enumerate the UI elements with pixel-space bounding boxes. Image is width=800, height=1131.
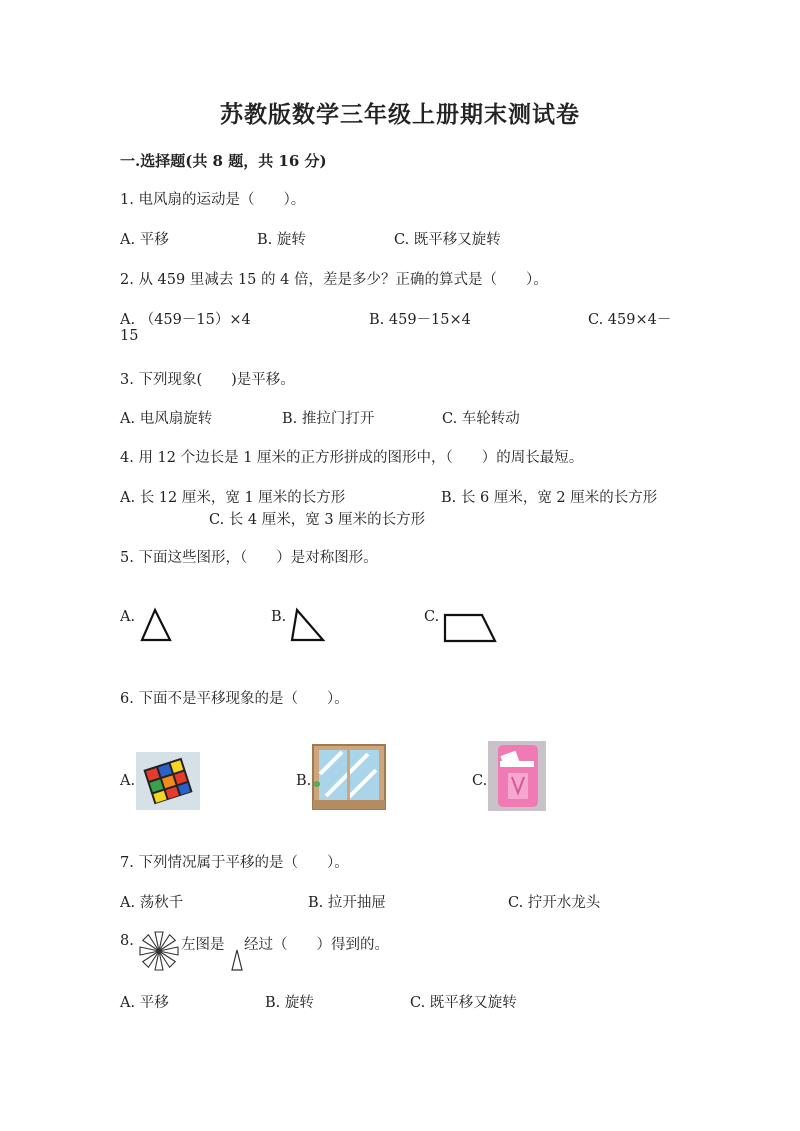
printer-image (488, 741, 546, 811)
question-7-option-c: C. 拧开水龙头 (508, 895, 601, 911)
question-2-stem: 2. 从 459 里减去 15 的 4 倍，差是多少？正确的算式是（ ）。 (120, 272, 548, 288)
question-5-stem: 5. 下面这些图形，（ ）是对称图形。 (120, 550, 378, 566)
question-5-option-a: A. (120, 609, 136, 625)
question-4-option-b: B. 长 6 厘米，宽 2 厘米的长方形 (441, 490, 658, 506)
scalene-triangle-figure (289, 607, 329, 643)
question-8-stem-part-1: 左图是 (181, 937, 225, 953)
question-5-option-b: B. (271, 609, 287, 625)
small-triangle-figure (230, 948, 244, 972)
question-1-option-c: C. 既平移又旋转 (394, 232, 501, 248)
page-title: 苏教版数学三年级上册期末测试卷 (220, 101, 580, 128)
question-7-stem: 7. 下列情况属于平移的是（ ）。 (120, 855, 349, 871)
question-4-stem: 4. 用 12 个边长是 1 厘米的正方形拼成的图形中，（ ）的周长最短。 (120, 450, 584, 466)
question-6-option-c: C. (472, 773, 488, 789)
question-3-option-c: C. 车轮转动 (442, 411, 520, 427)
pinwheel-figure (137, 929, 181, 973)
question-2-option-c: C. 459×4－ (588, 312, 672, 328)
question-1-option-b: B. 旋转 (257, 232, 306, 248)
question-6-option-b: B. (296, 773, 312, 789)
question-3-option-a: A. 电风扇旋转 (120, 411, 213, 427)
question-6-stem: 6. 下面不是平移现象的是（ ）。 (120, 691, 349, 707)
trapezoid-figure (442, 612, 502, 644)
question-7-option-b: B. 拉开抽屉 (308, 895, 386, 911)
question-3-option-b: B. 推拉门打开 (282, 411, 375, 427)
question-6-option-a: A. (120, 773, 136, 789)
question-2-option-b: B. 459－15×4 (369, 312, 471, 328)
question-4-option-a: A. 长 12 厘米，宽 1 厘米的长方形 (120, 490, 346, 506)
question-3-stem: 3. 下列现象( )是平移。 (120, 372, 295, 388)
question-7-option-a: A. 荡秋千 (120, 895, 184, 911)
question-2-option-c-continued: 15 (120, 328, 139, 344)
question-8-option-c: C. 既平移又旋转 (410, 995, 517, 1011)
question-8-number: 8. (120, 933, 134, 949)
sliding-window-image (312, 744, 386, 810)
question-8-stem-part-2: 经过（ ）得到的。 (244, 937, 389, 953)
question-4-option-c: C. 长 4 厘米，宽 3 厘米的长方形 (209, 512, 426, 528)
question-5-option-c: C. (424, 609, 440, 625)
question-1-stem: 1. 电风扇的运动是（ ）。 (120, 192, 306, 208)
question-8-option-b: B. 旋转 (265, 995, 314, 1011)
section-heading: 一.选择题(共 8 题，共 16 分) (120, 152, 327, 170)
question-2-option-a: A. （459－15）×4 (120, 312, 251, 328)
isosceles-triangle-figure (140, 607, 176, 643)
rubiks-cube-image (136, 752, 200, 810)
question-8-option-a: A. 平移 (120, 995, 169, 1011)
question-1-option-a: A. 平移 (120, 232, 169, 248)
